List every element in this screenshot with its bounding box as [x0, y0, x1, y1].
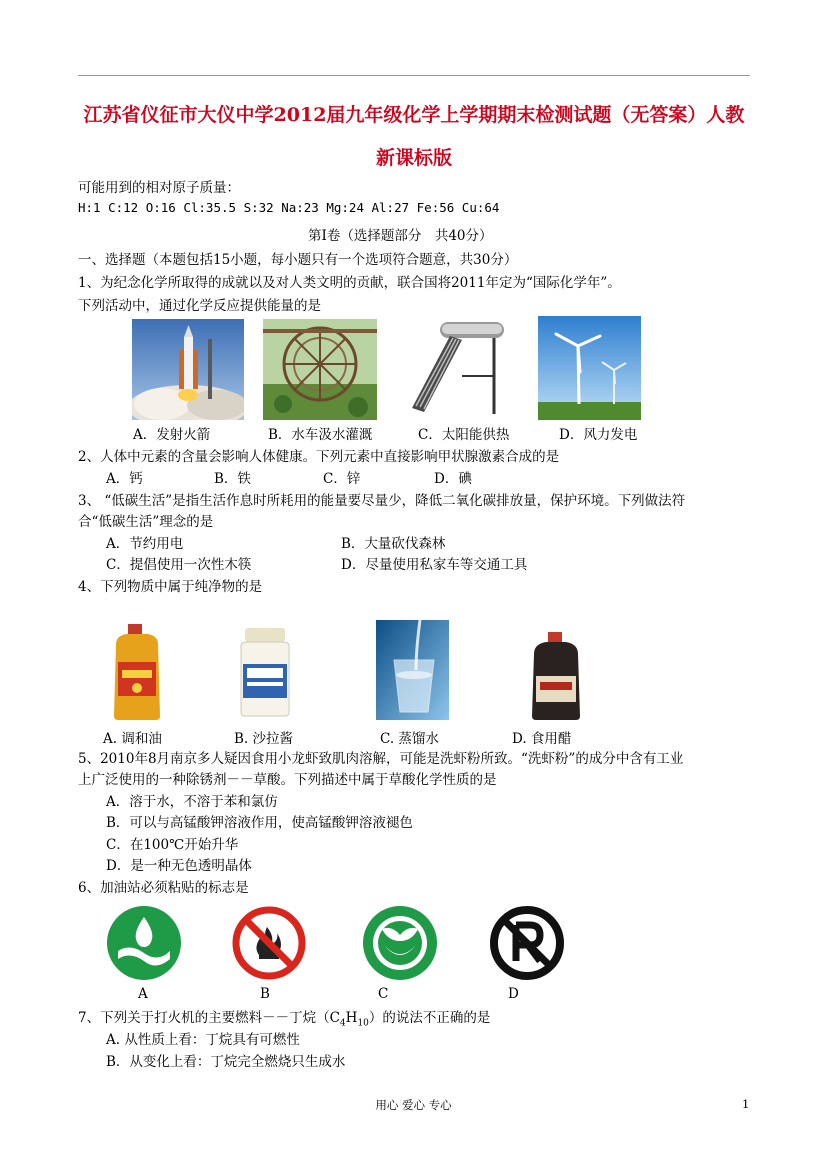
green-food-sign-icon	[362, 905, 438, 981]
q5-stem-line2: 上广泛使用的一种除锈剂－－草酸。下列描述中属于草酸化学性质的是	[78, 772, 497, 788]
salad-dressing-image	[237, 626, 293, 718]
q3-option-b: B．大量砍伐森林	[341, 536, 446, 552]
q3-stem-line2: 合“低碳生活”理念的是	[78, 514, 214, 530]
water-saving-sign-icon	[106, 905, 182, 981]
q4-stem: 4、下列物质中属于纯净物的是	[78, 579, 263, 595]
vinegar-image	[528, 632, 584, 722]
header-rule	[78, 75, 750, 76]
q5-option-a: A．溶于水，不溶于苯和氯仿	[106, 794, 278, 810]
q1-option-d: D．风力发电	[559, 427, 638, 443]
atomic-masses: H:1 C:12 O:16 Cl:35.5 S:32 Na:23 Mg:24 Al:27 Fe:56 Cu:64	[78, 200, 500, 215]
q3-option-c: C．提倡使用一次性木筷	[106, 557, 252, 573]
q1-stem-line1: 1、为纪念化学所取得的成就以及对人类文明的贡献，联合国将2011年定为“国际化学年”。	[78, 275, 621, 291]
page-title-line2: 新课标版	[375, 147, 452, 169]
page-number: 1	[742, 1097, 750, 1111]
q5-option-d: D．是一种无色透明晶体	[106, 858, 252, 874]
q1-option-b: B．水车汲水灌溉	[268, 427, 373, 443]
cooking-oil-image	[108, 622, 166, 722]
distilled-water-image	[376, 620, 449, 720]
registered-mark-icon	[488, 905, 566, 981]
q1-option-a: A．发射火箭	[133, 427, 211, 443]
q5-stem-line1: 5、2010年8月南京多人疑因食用小龙虾致肌肉溶解，可能是洗虾粉所致。“洗虾粉”的成分中含有工业	[78, 751, 684, 767]
atomic-mass-intro: 可能用到的相对原子质量：	[78, 180, 240, 196]
q1-option-c: C．太阳能供热	[418, 427, 510, 443]
q6-option-b: B	[260, 986, 270, 1002]
q5-option-c: C．在100℃开始升华	[106, 837, 239, 853]
page-footer: 用心 爱心 专心	[375, 1098, 452, 1112]
solar-water-heater-image	[402, 316, 508, 420]
q5-option-b: B．可以与高锰酸钾溶液作用，使高锰酸钾溶液褪色	[106, 815, 413, 831]
page-title: 江苏省仪征市大仪中学2012届九年级化学上学期期末检测试题（无答案）人教	[83, 104, 745, 126]
q4-option-a: A. 调和油	[103, 731, 162, 747]
q1-stem-line2: 下列活动中，通过化学反应提供能量的是	[78, 298, 321, 314]
q4-option-d: D. 食用醋	[512, 731, 572, 747]
q2-option-d: D．碘	[434, 471, 472, 487]
q6-option-a: A	[138, 986, 148, 1002]
q2-option-b: B．铁	[214, 471, 251, 487]
wind-turbine-image	[538, 316, 641, 420]
q7-option-b: B．从变化上看：丁烷完全燃烧只生成水	[106, 1054, 346, 1070]
section-header: 一、选择题（本题包括15小题，每小题只有一个选项符合题意，共30分）	[78, 252, 518, 268]
no-fire-sign-icon	[231, 905, 307, 981]
q6-stem: 6、加油站必须粘贴的标志是	[78, 880, 249, 896]
q2-option-c: C．锌	[323, 471, 361, 487]
q3-option-d: D．尽量使用私家车等交通工具	[341, 557, 528, 573]
q3-option-a: A．节约用电	[106, 536, 184, 552]
waterwheel-image	[263, 319, 377, 420]
q7-stem: 7、下列关于打火机的主要燃料－－丁烷$(C_4H_{10})$的说法不正确的是	[78, 1010, 491, 1029]
q4-option-b: B. 沙拉酱	[234, 731, 294, 747]
part-title: 第Ⅰ卷（选择题部分 共40分）	[308, 228, 493, 244]
q6-option-c: C	[378, 986, 389, 1002]
q2-option-a: A．钙	[106, 471, 143, 487]
q3-stem-line1: 3、 “低碳生活”是指生活作息时所耗用的能量要尽量少，降低二氧化碳排放量，保护环境。下列做法符	[78, 493, 686, 509]
q4-option-c: C. 蒸馏水	[380, 731, 439, 747]
q6-option-d: D	[508, 986, 519, 1002]
rocket-launch-image	[132, 319, 244, 420]
q7-option-a: A. 从性质上看：丁烷具有可燃性	[106, 1032, 300, 1048]
q2-stem: 2、人体中元素的含量会影响人体健康。下列元素中直接影响甲状腺激素合成的是	[78, 449, 560, 465]
